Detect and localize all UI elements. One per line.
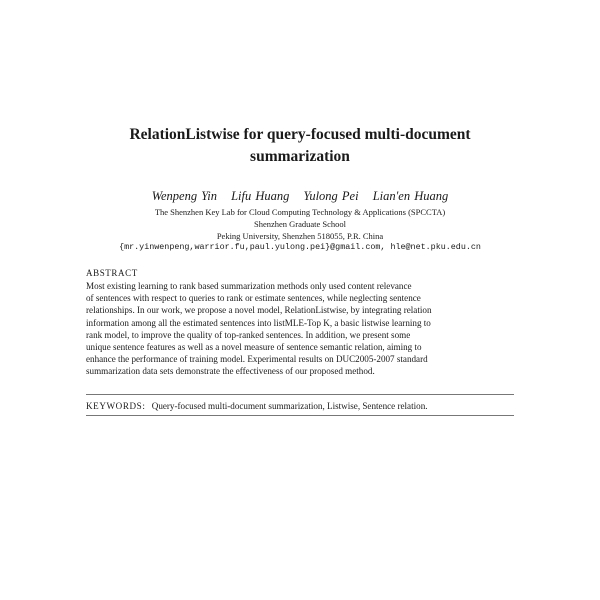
- abstract-line: information among all the estimated sentences into listMLE-Top K, a basic listwise learning to: [86, 317, 431, 328]
- affiliation-line: Shenzhen Graduate School: [253, 219, 347, 229]
- abstract-line: rank model, to improve the quality of top-ranked sentences. In addition, we present some: [86, 329, 411, 340]
- abstract-body: [86, 280, 514, 378]
- keywords-heading: KEYWORDS:: [86, 401, 146, 411]
- keywords: [86, 400, 514, 412]
- divider: [86, 415, 514, 416]
- title-line: summarization: [250, 148, 350, 165]
- abstract-line: summarization data sets demonstrate the effectiveness of our proposed method.: [86, 366, 375, 377]
- author-emails: {mr.yinwenpeng,warrior.fu,paul.yulong.pei}@gmail.com, hle@net.pku.edu.cn: [119, 242, 481, 252]
- abstract-line: relationships. In our work, we propose a novel model, RelationListwise, by integrating relation: [86, 305, 432, 316]
- abstract-line: enhance the performance of training model. Experimental results on DUC2005-2007 standard: [86, 354, 428, 365]
- affiliation: [60, 206, 540, 242]
- author-name: Lifu Huang: [231, 189, 290, 203]
- abstract-line: Most existing learning to rank based summarization methods only used content relevance: [86, 281, 412, 291]
- keywords-text: Query-focused multi-document summarization, Listwise, Sentence relation.: [151, 401, 428, 411]
- title-line: RelationListwise for query-focused multi-document: [129, 126, 471, 143]
- affiliation-line: The Shenzhen Key Lab for Cloud Computing Technology & Applications (SPCCTA): [154, 207, 446, 217]
- author-name: Yulong Pei: [303, 189, 359, 203]
- author-name: Wenpeng Yin: [151, 189, 217, 203]
- abstract-heading: ABSTRACT: [86, 268, 138, 278]
- abstract-line: unique sentence features as well as a novel measure of sentence semantic relation, aiming to: [86, 342, 422, 353]
- affiliation-line: Peking University, Shenzhen 518055, P.R. China: [216, 231, 384, 241]
- author-list: [60, 188, 540, 204]
- paper-title: [80, 124, 520, 168]
- author-name: Lian'en Huang: [372, 189, 449, 203]
- abstract-line: of sentences with respect to queries to rank or estimate sentences, while neglecting sentence: [86, 293, 421, 304]
- divider: [86, 394, 514, 395]
